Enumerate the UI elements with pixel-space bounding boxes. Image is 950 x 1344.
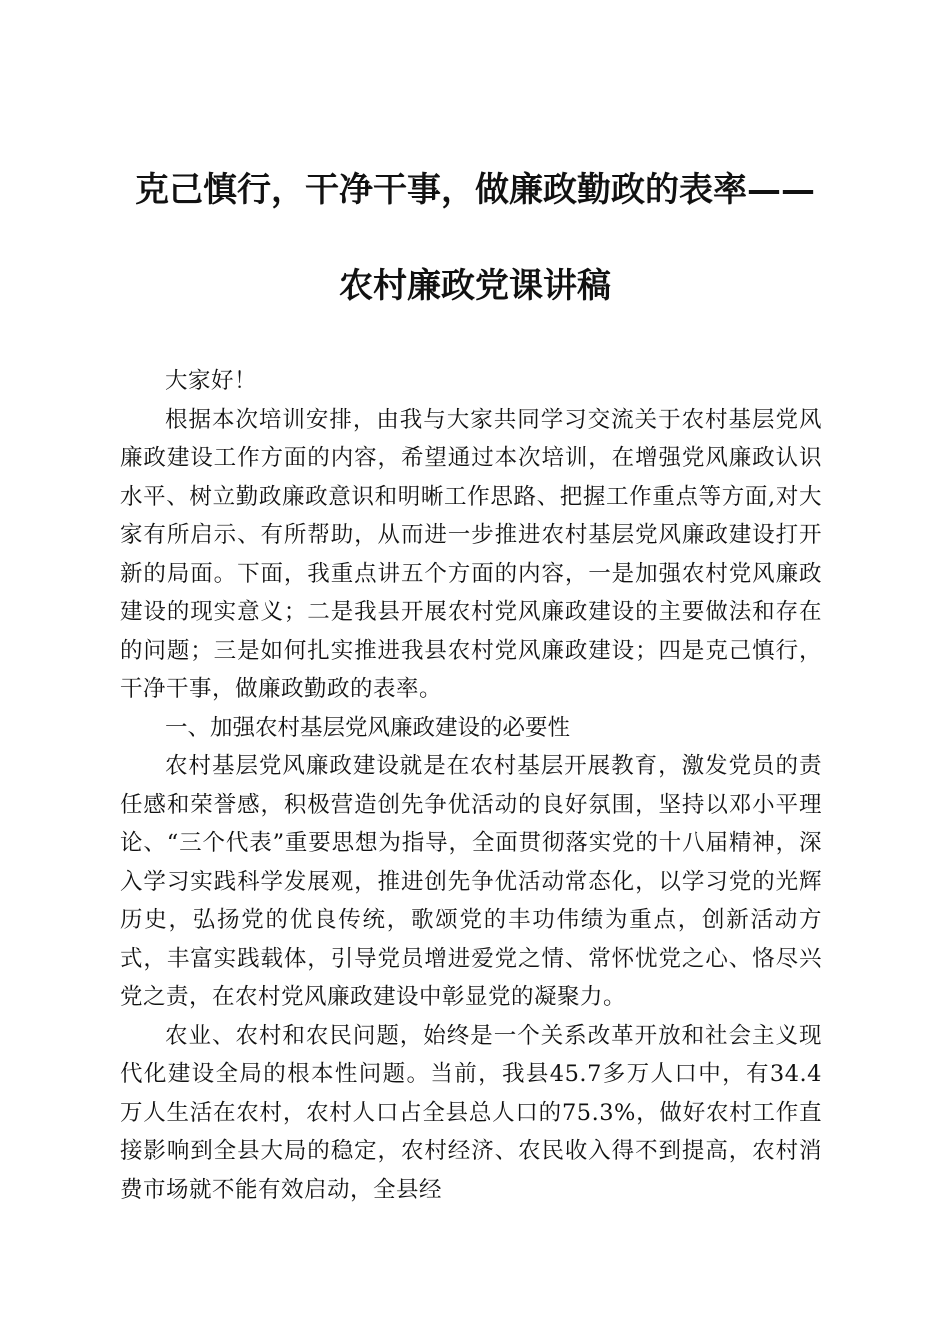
section-1-paragraph-1: 农村基层党风廉政建设就是在农村基层开展教育，激发党员的责任感和荣誉感，积极营造创先争优活动的良好氛围，坚持以邓小平理论、“三个代表”重要思想为指导，全面贯彻落实党的十八届精神，深入学习实践科学发展观，推进创先争优活动常态化，以学习党的光辉历史，弘扬党的优良传统，歌颂党的丰功伟绩为重点，创新活动方式，丰富实践载体，引导党员增进爱党之情、常怀忧党之心、恪尽兴党之责，在农村党风廉政建设中彰显党的凝聚力。 — [120, 753, 822, 1010]
document-body — [120, 362, 822, 1209]
greeting-paragraph: 大家好！ — [165, 368, 258, 394]
intro-paragraph: 根据本次培训安排，由我与大家共同学习交流关于农村基层党风廉政建设工作方面的内容，希望通过本次培训，在增强党风廉政认识水平、树立勤政廉政意识和明晰工作思路、把握工作重点等方面,对大家有所启示、有所帮助，从而进一步推进农村基层党风廉政建设打开新的局面。下面，我重点讲五个方面的内容，一是加强农村党风廉政建设的现实意义；二是我县开展农村党风廉政建设的主要做法和存在的问题；三是如何扎实推进我县农村党风廉政建设；四是克己慎行，干净干事，做廉政勤政的表率。 — [120, 406, 822, 702]
document-title-line-1: 克己慎行，干净干事，做廉政勤政的表率—— — [135, 170, 815, 210]
section-1-paragraph-2: 农业、农村和农民问题，始终是一个关系改革开放和社会主义现代化建设全局的根本性问题。当前，我县45.7多万人口中，有34.4万人生活在农村，农村人口占全县总人口的75.3%，做好农村工作直接影响到全县大局的稳定，农村经济、农民收入得不到提高，农村消费市场就不能有效启动，全县经 — [120, 1022, 822, 1203]
document-title-line-2: 农村廉政党课讲稿 — [339, 266, 611, 306]
section-1-heading: 一、加强农村基层党风廉政建设的必要性 — [165, 714, 571, 741]
